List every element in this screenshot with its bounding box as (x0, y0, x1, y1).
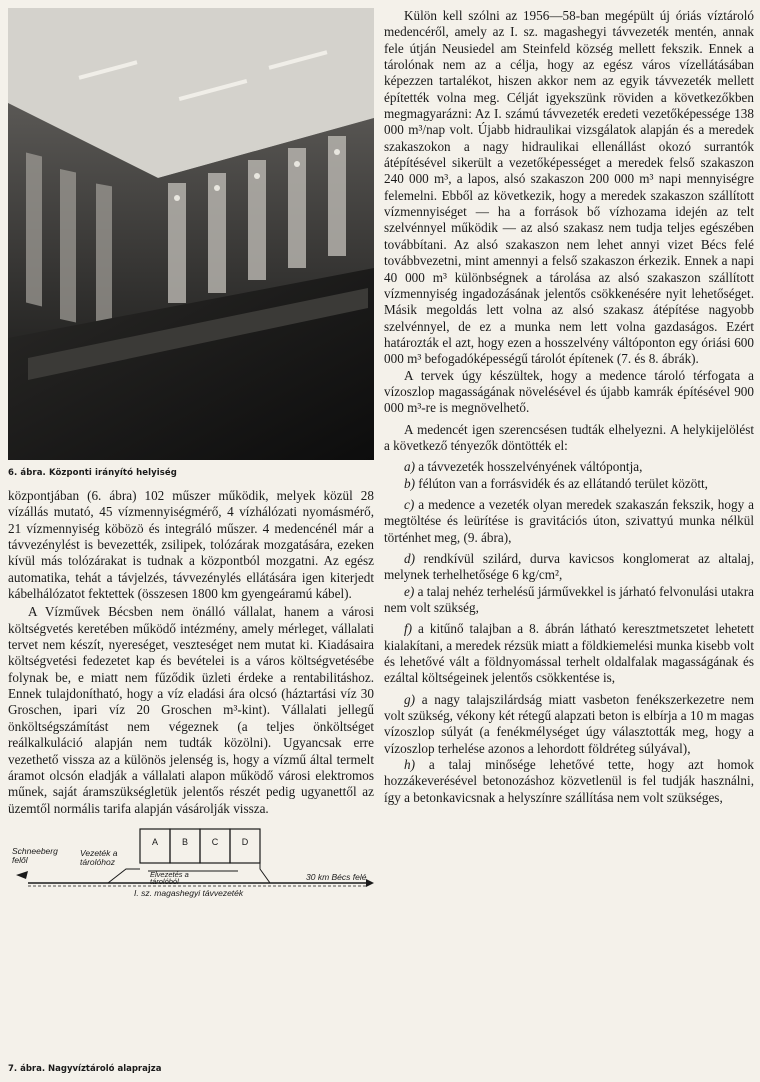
right-column (384, 8, 754, 806)
list-item (384, 584, 754, 617)
left-paragraph-1: központjában (6. ábra) 102 műszer működik, melyek közül 28 vízállás mutató, 45 vízmennyiségmérő, 4 vízhálózati nyomásmérő, 21 vízmennyiség köbözö és integráló műszer. 4 medencénél már a távvezénylést is bevezették, zsilipek, tolózárak mozgatására, ezeken kívül más tolózárakat is tudnak a központból mozgatni. Az egész automatika, tehát a távjelzés, távvezénylés ellátására igen kiterjedt kábelhálózatot fektettek (összesen 1800 km gyengeáramú kábel). (8, 488, 374, 602)
right-paragraph-1: Külön kell szólni az 1956—58-ban megépült új óriás víztároló medencéről, amely az I. sz. magashegyi távvezeték mentén, annak fele útján Neusiedel am Steinfeld község mellett fekszik. Ennek a tárolónak nem az a célja, hogy az egész város vízellátásában képezzen tartalékot, hiszen akkor nem az egyik távvezeték mellett építették volna meg. Célját igyekszünk röviden a következőkben megmagyarázni: Az I. számú távvezeték eredeti vezetőképessége 138 000 m³/nap volt. Újabb hidraulikai vizsgálatok alapján és a meredek szakaszokon a nagy hidraulikai ellenállást okozó surrantók átépítésével sikerült a vezetőképességet a meredek felső szakaszon 240 000 m³, a lapos, alsó szakaszon 200 000 m³ napi mennyiségre felemelni. Ebből az következik, hogy a meredek szakaszon szállított vízmennyiséget — ha a források bő vízhozama idején az telt szelvénnyel működik — az alsó szakasz nem tudja teljes egészében továbbítani. Az alsó szakaszon nem lehet annyi vizet Bécs felé továbbvezetni, mint amennyi a felső szakaszon érkezik. Ennek a napi 40 000 m³ különbségnek a tárolása az alsó szakaszon szállított vízmennyiség ingadozásának jelentős csökkenésére nyit lehetőséget. Másik megoldás lett volna az alsó szakasz átépítése nagyobb szelvénnyel, de ez a munka nem lett volna gazdaságos. Ezért határozták el azt, hogy ezen a hosszelvény váltóponton egy óriási 600 000 m³ befogadóképességű tárolót építenek (7. és 8. ábrák). (384, 8, 754, 367)
list-item-key: a) (404, 459, 415, 475)
list-item-text: a kitűnő talajban a 8. ábrán látható keresztmetszetet lehetett kialakítani, a meredek rézsük miatt a földkiemelési munka kisebb volt és lehetővé vált a földnyomással terhelt oldalfalak magasságának és ezáltal költségeinek jelentős csökkentése is, (384, 621, 755, 686)
right-paragraph-3: A medencét igen szerencsésen tudták elhelyezni. A helykijelölést a következő tényezők döntötték el: (384, 421, 754, 453)
list-item-text: a távvezeték hosszelvényének váltópontja, (418, 459, 643, 475)
list-item-key: b) (404, 475, 415, 491)
inlet-label: Vezeték a tárolóhoz (80, 847, 118, 867)
left-paragraph-2: A Vízművek Bécsben nem önálló vállalat, hanem a városi költségvetés keretében működő intézmény, amely mérleget, vállalati tervet nem készít, nyereséget, veszteséget nem mutat ki. Kiadásaira költségvetési fedezetet kap és bevételei is a város költségvetésébe folynak be, e miatt nem fűződik üzleti érdeke a rentabilitáshoz. Ennek tulajdonítható, hogy a víz eladási ára olcsó (háztartási víz 30 Groschen, ipari víz 20 Groschen m³-kint). Vállalati jellegű önköltségszámítást nem végeznek (a teljes önköltséget reálkalkuláció alapján nem tudták közölni). Ugyancsak erre vezethető vissza az a különös jelenség is, hogy a vízmű által termelt áramot olcsón eladják a vállalati alapon működő városi elektromos műnek, saját áramszükségletük jelentős részét pedig ugyanettől az üzemtől normális tarifa alapján vásárolják vissza. (8, 604, 374, 816)
right-paragraph-2: A tervek úgy készültek, hogy a medence tároló térfogata a vízoszlop magasságának növelésével és újabb kamrák építésével 900 000 m³-re is megnövelhető. (384, 367, 754, 416)
list-item-text: a nagy talajszilárdság miatt vasbeton fenékszerkezetre nem volt szükség, vékony két rétegű alapzati beton is elbírja a 10 m magas vízoszlop súlyát (a fenékmélységet úgy választották meg, hogy a vízoszlop terhelése azonos a lehordott földréteg súlyával), (384, 691, 754, 756)
list-item-key: f) (404, 621, 413, 637)
list-item-key: e) (404, 583, 415, 599)
list-item (384, 692, 754, 757)
control-room-illustration (8, 8, 374, 460)
schneeberg-label: Schneeberg felől (12, 845, 58, 865)
list-item (384, 621, 754, 686)
list-item (384, 459, 754, 475)
outlet-label: Elvezetés a tárolóból (150, 869, 189, 887)
chamber-c-label: C (211, 836, 219, 847)
list-item-key: d) (404, 551, 415, 566)
left-column (8, 8, 374, 903)
list-item-text: félúton van a forrásvidék és az ellátandó terület között, (418, 475, 708, 491)
list-item-key: g) (404, 691, 415, 707)
pipeline-label: I. sz. magashegyi távvezeték (134, 887, 244, 898)
site-factors-list (384, 459, 754, 806)
chamber-d-label: D (241, 836, 249, 847)
list-item (384, 497, 754, 546)
list-item-text: rendkívül szilárd, durva kavicsos konglomerat az altalaj, melynek terhelhetősége 6 kg/cm², (384, 551, 754, 583)
list-item-text: a talaj nehéz terhelésű járművekkel is járható felvonulási utakra nem volt szükség, (384, 583, 755, 616)
figure6-caption: 6. ábra. Központi irányító helyiség (8, 468, 177, 478)
reservoir-diagram (8, 823, 374, 903)
figure7-caption: 7. ábra. Nagyvíztároló alaprajza (8, 1064, 162, 1074)
list-item (384, 476, 754, 492)
list-item-text: a medence a vezeték olyan meredek szakaszán fekszik, hogy a megtöltése és leürítése is gravitációs úton, szivattyú munka nélkül történhet meg, (9. ábra), (384, 496, 754, 545)
list-item (384, 757, 754, 806)
chamber-a-label: A (151, 836, 158, 847)
control-room-photo (8, 8, 374, 460)
list-item (384, 551, 754, 584)
list-item-key: c) (404, 496, 415, 512)
vienna-label: 30 km Bécs felé (306, 871, 367, 882)
list-item-key: h) (404, 757, 415, 773)
chamber-b-label: B (181, 836, 188, 847)
list-item-text: a talaj minősége lehetővé tette, hogy azt homok hozzákeverésével betonozáshoz közvetlenül is fel tudják használni, így a betonkavicsnak a helyszínre szállítása nem volt szükséges, (384, 757, 754, 805)
